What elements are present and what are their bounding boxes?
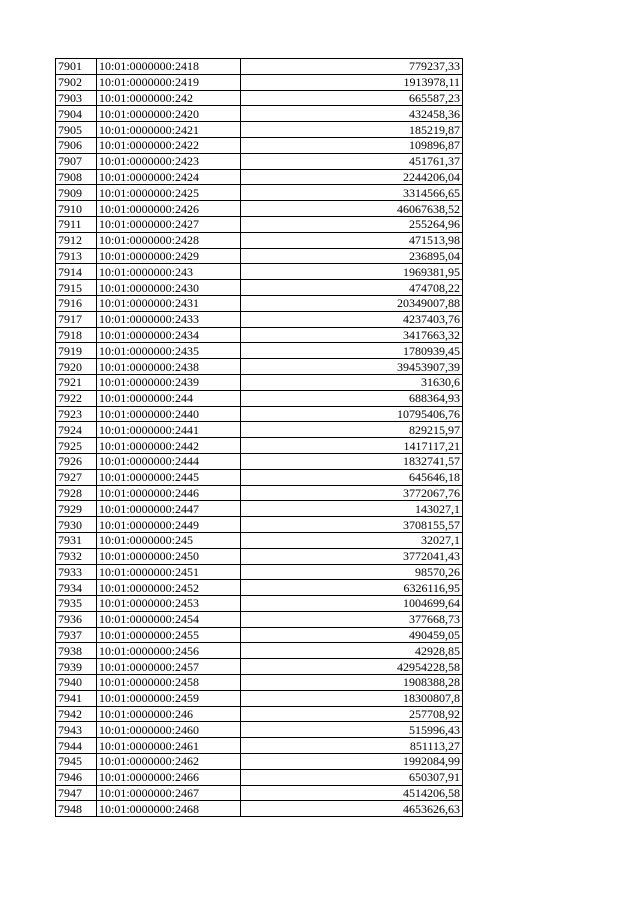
table-row <box>56 59 463 75</box>
value-cell: 98570,26 <box>241 564 463 580</box>
value-cell: 39453907,39 <box>241 359 463 375</box>
value-cell: 650307,91 <box>241 769 463 785</box>
table-row <box>56 359 463 375</box>
row-number-cell: 7939 <box>56 659 97 675</box>
value-cell: 3772067,76 <box>241 485 463 501</box>
table-row <box>56 469 463 485</box>
cadastral-number-cell: 10:01:0000000:2420 <box>97 106 241 122</box>
row-number-cell: 7916 <box>56 295 97 311</box>
table-row <box>56 611 463 627</box>
cadastral-number-cell: 10:01:0000000:2444 <box>97 453 241 469</box>
row-number-cell: 7948 <box>56 801 97 817</box>
table-row <box>56 785 463 801</box>
table-row <box>56 706 463 722</box>
row-number-cell: 7908 <box>56 169 97 185</box>
table-row <box>56 501 463 517</box>
table-row <box>56 216 463 232</box>
row-number-cell: 7936 <box>56 611 97 627</box>
cadastral-number-cell: 10:01:0000000:2421 <box>97 122 241 138</box>
table-row <box>56 232 463 248</box>
cadastral-number-cell: 10:01:0000000:2457 <box>97 659 241 675</box>
cadastral-number-cell: 10:01:0000000:2419 <box>97 74 241 90</box>
value-cell: 255264,96 <box>241 216 463 232</box>
row-number-cell: 7919 <box>56 343 97 359</box>
table-row <box>56 406 463 422</box>
table-row <box>56 90 463 106</box>
row-number-cell: 7942 <box>56 706 97 722</box>
table-row <box>56 374 463 390</box>
table-row <box>56 659 463 675</box>
row-number-cell: 7941 <box>56 690 97 706</box>
value-cell: 3314566,65 <box>241 185 463 201</box>
value-cell: 851113,27 <box>241 738 463 754</box>
row-number-cell: 7926 <box>56 453 97 469</box>
row-number-cell: 7914 <box>56 264 97 280</box>
table-row <box>56 548 463 564</box>
table-row <box>56 643 463 659</box>
table-row <box>56 280 463 296</box>
row-number-cell: 7905 <box>56 122 97 138</box>
cadastral-number-cell: 10:01:0000000:2461 <box>97 738 241 754</box>
row-number-cell: 7901 <box>56 59 97 75</box>
value-cell: 645646,18 <box>241 469 463 485</box>
row-number-cell: 7927 <box>56 469 97 485</box>
table-row <box>56 738 463 754</box>
row-number-cell: 7946 <box>56 769 97 785</box>
table-row <box>56 248 463 264</box>
value-cell: 4237403,76 <box>241 311 463 327</box>
table-row <box>56 754 463 770</box>
row-number-cell: 7938 <box>56 643 97 659</box>
value-cell: 2244206,04 <box>241 169 463 185</box>
cadastral-number-cell: 10:01:0000000:2450 <box>97 548 241 564</box>
cadastral-number-cell: 10:01:0000000:2429 <box>97 248 241 264</box>
value-cell: 185219,87 <box>241 122 463 138</box>
row-number-cell: 7932 <box>56 548 97 564</box>
value-cell: 6326116,95 <box>241 580 463 596</box>
table-row <box>56 722 463 738</box>
cadastral-number-cell: 10:01:0000000:2424 <box>97 169 241 185</box>
row-number-cell: 7935 <box>56 596 97 612</box>
value-cell: 42954228,58 <box>241 659 463 675</box>
value-cell: 829215,97 <box>241 422 463 438</box>
cadastral-number-cell: 10:01:0000000:2427 <box>97 216 241 232</box>
row-number-cell: 7931 <box>56 532 97 548</box>
table-row <box>56 438 463 454</box>
cadastral-number-cell: 10:01:0000000:246 <box>97 706 241 722</box>
table-row <box>56 153 463 169</box>
value-cell: 779237,33 <box>241 59 463 75</box>
cadastral-number-cell: 10:01:0000000:2435 <box>97 343 241 359</box>
cadastral-number-cell: 10:01:0000000:2462 <box>97 754 241 770</box>
value-cell: 490459,05 <box>241 627 463 643</box>
table-row <box>56 185 463 201</box>
table-row <box>56 264 463 280</box>
row-number-cell: 7928 <box>56 485 97 501</box>
table-row <box>56 327 463 343</box>
table-row <box>56 564 463 580</box>
cadastral-number-cell: 10:01:0000000:242 <box>97 90 241 106</box>
cadastral-number-cell: 10:01:0000000:2442 <box>97 438 241 454</box>
cadastral-number-cell: 10:01:0000000:2446 <box>97 485 241 501</box>
row-number-cell: 7911 <box>56 216 97 232</box>
value-cell: 1908388,28 <box>241 675 463 691</box>
cadastral-number-cell: 10:01:0000000:2455 <box>97 627 241 643</box>
cadastral-number-cell: 10:01:0000000:2456 <box>97 643 241 659</box>
row-number-cell: 7909 <box>56 185 97 201</box>
value-cell: 688364,93 <box>241 390 463 406</box>
table-row <box>56 485 463 501</box>
cadastral-number-cell: 10:01:0000000:2438 <box>97 359 241 375</box>
table-row <box>56 453 463 469</box>
cadastral-number-cell: 10:01:0000000:2430 <box>97 280 241 296</box>
row-number-cell: 7933 <box>56 564 97 580</box>
row-number-cell: 7943 <box>56 722 97 738</box>
cadastral-number-cell: 10:01:0000000:2452 <box>97 580 241 596</box>
table-row <box>56 390 463 406</box>
value-cell: 1004699,64 <box>241 596 463 612</box>
row-number-cell: 7924 <box>56 422 97 438</box>
value-cell: 31630,6 <box>241 374 463 390</box>
value-cell: 665587,23 <box>241 90 463 106</box>
cadastral-number-cell: 10:01:0000000:2449 <box>97 517 241 533</box>
cadastral-number-cell: 10:01:0000000:2428 <box>97 232 241 248</box>
table-row <box>56 627 463 643</box>
value-cell: 3708155,57 <box>241 517 463 533</box>
row-number-cell: 7912 <box>56 232 97 248</box>
value-cell: 18300807,8 <box>241 690 463 706</box>
row-number-cell: 7904 <box>56 106 97 122</box>
table-row <box>56 201 463 217</box>
value-cell: 3417663,32 <box>241 327 463 343</box>
value-cell: 46067638,52 <box>241 201 463 217</box>
row-number-cell: 7937 <box>56 627 97 643</box>
cadastral-number-cell: 10:01:0000000:2431 <box>97 295 241 311</box>
value-cell: 474708,22 <box>241 280 463 296</box>
row-number-cell: 7920 <box>56 359 97 375</box>
row-number-cell: 7922 <box>56 390 97 406</box>
cadastral-number-cell: 10:01:0000000:2433 <box>97 311 241 327</box>
table-row <box>56 517 463 533</box>
value-cell: 1417117,21 <box>241 438 463 454</box>
row-number-cell: 7903 <box>56 90 97 106</box>
value-cell: 143027,1 <box>241 501 463 517</box>
value-cell: 10795406,76 <box>241 406 463 422</box>
row-number-cell: 7929 <box>56 501 97 517</box>
table-row <box>56 311 463 327</box>
cadastral-number-cell: 10:01:0000000:243 <box>97 264 241 280</box>
table-row <box>56 122 463 138</box>
value-cell: 451761,37 <box>241 153 463 169</box>
row-number-cell: 7917 <box>56 311 97 327</box>
row-number-cell: 7923 <box>56 406 97 422</box>
cadastral-number-cell: 10:01:0000000:2466 <box>97 769 241 785</box>
value-cell: 257708,92 <box>241 706 463 722</box>
row-number-cell: 7944 <box>56 738 97 754</box>
value-cell: 32027,1 <box>241 532 463 548</box>
table-row <box>56 422 463 438</box>
cadastral-number-cell: 10:01:0000000:2459 <box>97 690 241 706</box>
value-cell: 1832741,57 <box>241 453 463 469</box>
row-number-cell: 7945 <box>56 754 97 770</box>
row-number-cell: 7918 <box>56 327 97 343</box>
table-row <box>56 137 463 153</box>
cadastral-number-cell: 10:01:0000000:244 <box>97 390 241 406</box>
cadastral-number-cell: 10:01:0000000:2453 <box>97 596 241 612</box>
row-number-cell: 7930 <box>56 517 97 533</box>
cadastral-number-cell: 10:01:0000000:2418 <box>97 59 241 75</box>
cadastral-number-cell: 10:01:0000000:2460 <box>97 722 241 738</box>
cadastral-number-cell: 10:01:0000000:2454 <box>97 611 241 627</box>
value-cell: 377668,73 <box>241 611 463 627</box>
row-number-cell: 7913 <box>56 248 97 264</box>
cadastral-number-cell: 10:01:0000000:2447 <box>97 501 241 517</box>
table-row <box>56 343 463 359</box>
table-row <box>56 675 463 691</box>
value-cell: 4514206,58 <box>241 785 463 801</box>
value-cell: 515996,43 <box>241 722 463 738</box>
cadastral-number-cell: 10:01:0000000:2467 <box>97 785 241 801</box>
row-number-cell: 7902 <box>56 74 97 90</box>
cadastral-number-cell: 10:01:0000000:2423 <box>97 153 241 169</box>
table-row <box>56 295 463 311</box>
table-row <box>56 106 463 122</box>
row-number-cell: 7906 <box>56 137 97 153</box>
value-cell: 109896,87 <box>241 137 463 153</box>
row-number-cell: 7925 <box>56 438 97 454</box>
cadastral-number-cell: 10:01:0000000:2458 <box>97 675 241 691</box>
table-row <box>56 801 463 817</box>
table-row <box>56 169 463 185</box>
cadastral-number-cell: 10:01:0000000:2445 <box>97 469 241 485</box>
value-cell: 20349007,88 <box>241 295 463 311</box>
cadastral-number-cell: 10:01:0000000:2434 <box>97 327 241 343</box>
cadastral-number-cell: 10:01:0000000:2422 <box>97 137 241 153</box>
row-number-cell: 7940 <box>56 675 97 691</box>
cadastral-number-cell: 10:01:0000000:2441 <box>97 422 241 438</box>
cadastral-number-cell: 10:01:0000000:2426 <box>97 201 241 217</box>
table-row <box>56 690 463 706</box>
cadastral-number-cell: 10:01:0000000:2451 <box>97 564 241 580</box>
table-row <box>56 74 463 90</box>
value-cell: 236895,04 <box>241 248 463 264</box>
cadastral-number-cell: 10:01:0000000:2468 <box>97 801 241 817</box>
cadastral-number-cell: 10:01:0000000:2440 <box>97 406 241 422</box>
table-row <box>56 580 463 596</box>
row-number-cell: 7907 <box>56 153 97 169</box>
value-cell: 4653626,63 <box>241 801 463 817</box>
value-cell: 42928,85 <box>241 643 463 659</box>
table-row <box>56 532 463 548</box>
row-number-cell: 7915 <box>56 280 97 296</box>
row-number-cell: 7947 <box>56 785 97 801</box>
value-cell: 3772041,43 <box>241 548 463 564</box>
row-number-cell: 7921 <box>56 374 97 390</box>
value-cell: 1780939,45 <box>241 343 463 359</box>
table-row <box>56 596 463 612</box>
value-cell: 1913978,11 <box>241 74 463 90</box>
cadastral-number-cell: 10:01:0000000:245 <box>97 532 241 548</box>
table-row <box>56 769 463 785</box>
cadastral-number-cell: 10:01:0000000:2425 <box>97 185 241 201</box>
cadastral-number-cell: 10:01:0000000:2439 <box>97 374 241 390</box>
row-number-cell: 7910 <box>56 201 97 217</box>
data-table <box>55 58 463 817</box>
row-number-cell: 7934 <box>56 580 97 596</box>
value-cell: 432458,36 <box>241 106 463 122</box>
value-cell: 471513,98 <box>241 232 463 248</box>
value-cell: 1969381,95 <box>241 264 463 280</box>
value-cell: 1992084,99 <box>241 754 463 770</box>
table-body <box>56 59 463 817</box>
